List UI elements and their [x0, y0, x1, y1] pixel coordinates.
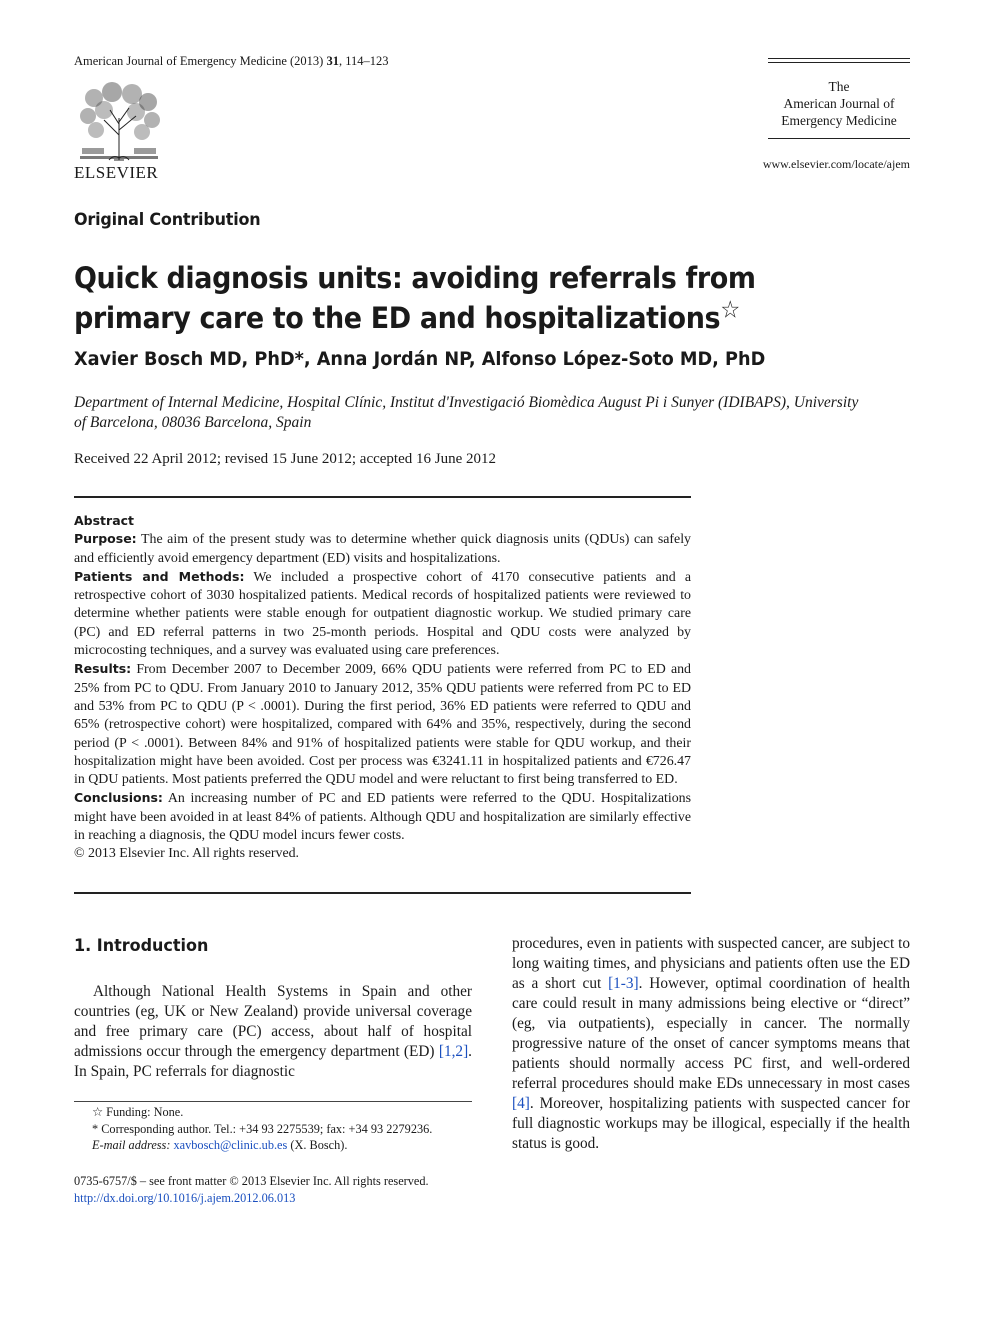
front-matter-text: 0735-6757/$ – see front matter © 2013 Elsevier Inc. All rights reserved.: [74, 1174, 429, 1188]
front-matter: [74, 1173, 494, 1206]
footnote-rule: [74, 1101, 472, 1102]
methods-label: Patients and Methods:: [74, 568, 245, 584]
funding-footnote: [74, 1104, 472, 1121]
methods-text: We included a prospective cohort of 4170 consecutive patients and a retrospective cohort of 3030 hospitalized patients. Medical records of hospitalized patients were reviewed to determine whether patients were stable enough for outpatient diagnostic workup. We studied primary care (PC) and ED referral patterns in two 25-month periods. Hospital and QDU costs were analyzed by microcosting techniques, and a survey was evaluated using care preferences.: [74, 569, 691, 659]
purpose-label: Purpose:: [74, 531, 137, 547]
intro-right-column: [512, 934, 910, 1154]
abstract: [74, 512, 691, 864]
intro-paragraph: [74, 982, 472, 1082]
abstract-methods: [74, 568, 691, 660]
citation-journal: American Journal of Emergency Medicine (2013): [74, 54, 327, 68]
footnotes: [74, 1104, 472, 1154]
abstract-conclusions: [74, 789, 691, 845]
footnote-text: (X. Bosch).: [287, 1138, 348, 1152]
email-footnote: [74, 1137, 472, 1154]
intro-text: Although National Health Systems in Spain and other countries (eg, UK or New Zealand) provide universal coverage and free primary care (PC) access, about half of hospital admissions occur through the emergency department (ED): [74, 983, 472, 1060]
purpose-text: The aim of the present study was to determine whether quick diagnosis units (QDUs) can safely and efficiently avoid emergency department (ED) visits and hospitalizations.: [74, 532, 691, 566]
reference-link[interactable]: [1,2]: [438, 1043, 469, 1060]
footnote-mark: ☆: [92, 1105, 104, 1119]
abstract-results: [74, 660, 691, 789]
abstract-purpose: [74, 530, 691, 568]
footnote-mark: *: [92, 1121, 99, 1136]
journal-name-line: American Journal of: [783, 96, 895, 111]
intro-text: procedures, even in patients with suspected cancer, are subject to long waiting times, and physicians and patients often use the ED as a short cut: [512, 935, 910, 992]
reference-link[interactable]: [1-3]: [608, 975, 639, 992]
journal-name-line: The: [828, 79, 850, 94]
intro-text: . In Spain, PC referrals for diagnostic: [74, 1043, 472, 1080]
conclusions-text: An increasing number of PC and ED patients were referred to the QDU. Hospitalizations might have been avoided in at least 84% of patients. Although QDU and hospitalization are similarly effective in reaching a diagnosis, the QDU model incurs fewer costs.: [74, 791, 691, 844]
journal-name-line: Emergency Medicine: [781, 113, 897, 128]
abstract-bottom-rule: [74, 892, 691, 894]
section-type: Original Contribution: [74, 210, 261, 230]
abstract-top-rule: [74, 496, 691, 498]
abstract-heading: Abstract: [74, 513, 135, 528]
elsevier-tree-logo: [74, 80, 164, 162]
corresponding-footnote: [74, 1121, 472, 1138]
masthead-rule: [768, 62, 910, 63]
abstract-copyright: © 2013 Elsevier Inc. All rights reserved.: [74, 846, 300, 862]
intro-text: . However, optimal coordination of health care could result in many admissions being elective or “direct” (eg, via outpatients), especially in cancer. The normally progressive nature of the onset of cancer symptoms means that patients should normally access PC first, and well-ordered referral procedures should make EDs unnecessary in most cases: [512, 975, 910, 1092]
results-text: From December 2007 to December 2009, 66% QDU patients were referred from PC to ED and 25% from PC to QDU. From January 2010 to January 2012, 35% QDU patients were referred from PC to ED and 53% from PC to QDU (P < .0001). During the first period, 36% ED patients were referred to QDU and 65% (retrospective cohort) were hospitalized, compared with 64% and 35%, respectively, during the second period (P < .0001). Between 84% and 91% of hospitalized patients were stable for QDU workup, and their hospitalization might have been avoided. Cost per process was €3241.11 in hospitalized patients and €726.47 in QDU patients. Most patients preferred the QDU model and were reluctant to first being transferred to ED.: [74, 662, 691, 788]
intro-text: . Moreover, hospitalizing patients with suspected cancer for full diagnostic workups may be illogical, especially if the health status is good.: [512, 1095, 910, 1152]
article-title: [74, 258, 855, 338]
results-label: Results:: [74, 661, 132, 677]
conclusions-label: Conclusions:: [74, 790, 163, 806]
footnote-text: Funding: None.: [103, 1105, 184, 1119]
journal-citation: [74, 54, 389, 69]
reference-link[interactable]: [4]: [512, 1095, 530, 1112]
intro-paragraph: [512, 934, 910, 1154]
article-title-text: Quick diagnosis units: avoiding referrals from primary care to the ED and hospitalizations: [74, 261, 756, 335]
affiliation: Department of Internal Medicine, Hospital Clínic, Institut d'Investigació Biomèdica August Pi i Sunyer (IDIBAPS), University of Barcelona, 08036 Barcelona, Spain: [74, 394, 859, 431]
journal-masthead: [768, 78, 910, 129]
citation-pages: , 114–123: [338, 54, 389, 68]
intro-left-column: [74, 982, 472, 1082]
elsevier-wordmark: ELSEVIER: [74, 163, 159, 182]
author-list: Xavier Bosch MD, PhD*, Anna Jordán NP, Alfonso López-Soto MD, PhD: [74, 348, 766, 370]
doi-link[interactable]: http://dx.doi.org/10.1016/j.ajem.2012.06.013: [74, 1190, 296, 1205]
journal-url[interactable]: www.elsevier.com/locate/ajem: [762, 157, 910, 171]
article-dates: Received 22 April 2012; revised 15 June 2012; accepted 16 June 2012: [74, 451, 496, 467]
footnote-text: Corresponding author. Tel.: +34 93 2275539; fax: +34 93 2279236.: [98, 1121, 433, 1136]
masthead-rule: [768, 138, 910, 139]
title-footnote-mark[interactable]: ☆: [720, 295, 740, 324]
email-label: E-mail address:: [92, 1138, 171, 1152]
masthead-rule: [768, 58, 910, 59]
email-link[interactable]: xavbosch@clinic.ub.es: [173, 1138, 288, 1152]
intro-heading: 1. Introduction: [74, 936, 209, 956]
citation-volume: 31: [326, 54, 339, 68]
